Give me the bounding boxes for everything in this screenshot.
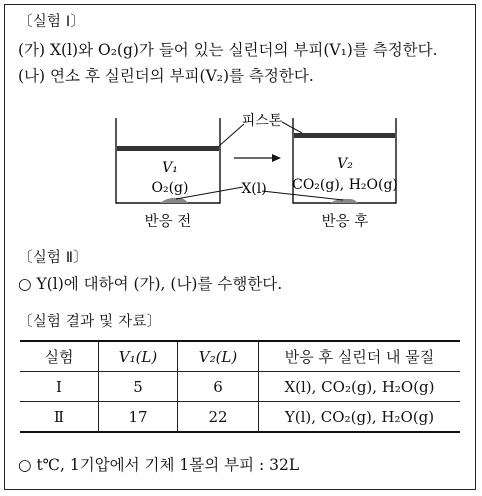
row1-experiment: Ⅰ	[20, 372, 99, 402]
left-volume-label: V₁	[162, 160, 178, 176]
table-row	[20, 372, 460, 402]
exp1-step-b: (나) 연소 후 실린더의 부피(V₂)를 측정한다.	[18, 67, 314, 85]
exp2-step: ○ Y(l)에 대하여 (가), (나)를 수행한다.	[18, 275, 283, 293]
left-gas-label: O₂(g)	[151, 180, 189, 196]
cylinder-diagram	[0, 0, 482, 240]
table-row	[20, 402, 460, 433]
right-piston	[294, 133, 395, 138]
row2-experiment: Ⅱ	[20, 402, 99, 433]
piston-label: 피스톤	[241, 113, 283, 129]
header-v1: V₁(L)	[99, 341, 178, 372]
liquid-label: X(l)	[241, 181, 267, 197]
row2-v2: 22	[178, 402, 259, 433]
after-caption: 반응 후	[321, 214, 369, 230]
row2-v1: 17	[99, 402, 178, 433]
exp1-title: 〔실험 Ⅰ〕	[18, 14, 86, 30]
header-v2: V₂(L)	[178, 341, 259, 372]
row2-substances: Y(l), CO₂(g), H₂O(g)	[259, 402, 461, 433]
right-gas-label: CO₂(g), H₂O(g)	[292, 177, 398, 193]
before-caption: 반응 전	[144, 214, 192, 230]
results-table	[20, 340, 460, 433]
left-piston	[117, 146, 219, 151]
right-volume-label: V₂	[337, 156, 353, 172]
left-liquid-drop	[160, 198, 188, 203]
row1-v2: 6	[178, 372, 259, 402]
piston-leader-left	[219, 124, 244, 146]
header-substances: 반응 후 실린더 내 물질	[259, 341, 461, 372]
row1-substances: X(l), CO₂(g), H₂O(g)	[259, 372, 461, 402]
header-experiment: 실험	[20, 341, 99, 372]
row1-v1: 5	[99, 372, 178, 402]
exp2-title: 〔실험 Ⅱ〕	[18, 250, 88, 266]
molar-volume-note: ○ t℃, 1기압에서 기체 1몰의 부피 : 32L	[18, 456, 300, 474]
piston-leader-right	[282, 122, 302, 133]
results-title: 〔실험 결과 및 자료〕	[18, 314, 162, 330]
reaction-arrow	[234, 154, 281, 162]
results-header-row	[20, 341, 460, 372]
exp1-step-a: (가) X(l)와 O₂(g)가 들어 있는 실린더의 부피(V₁)를 측정한다.	[18, 41, 438, 59]
